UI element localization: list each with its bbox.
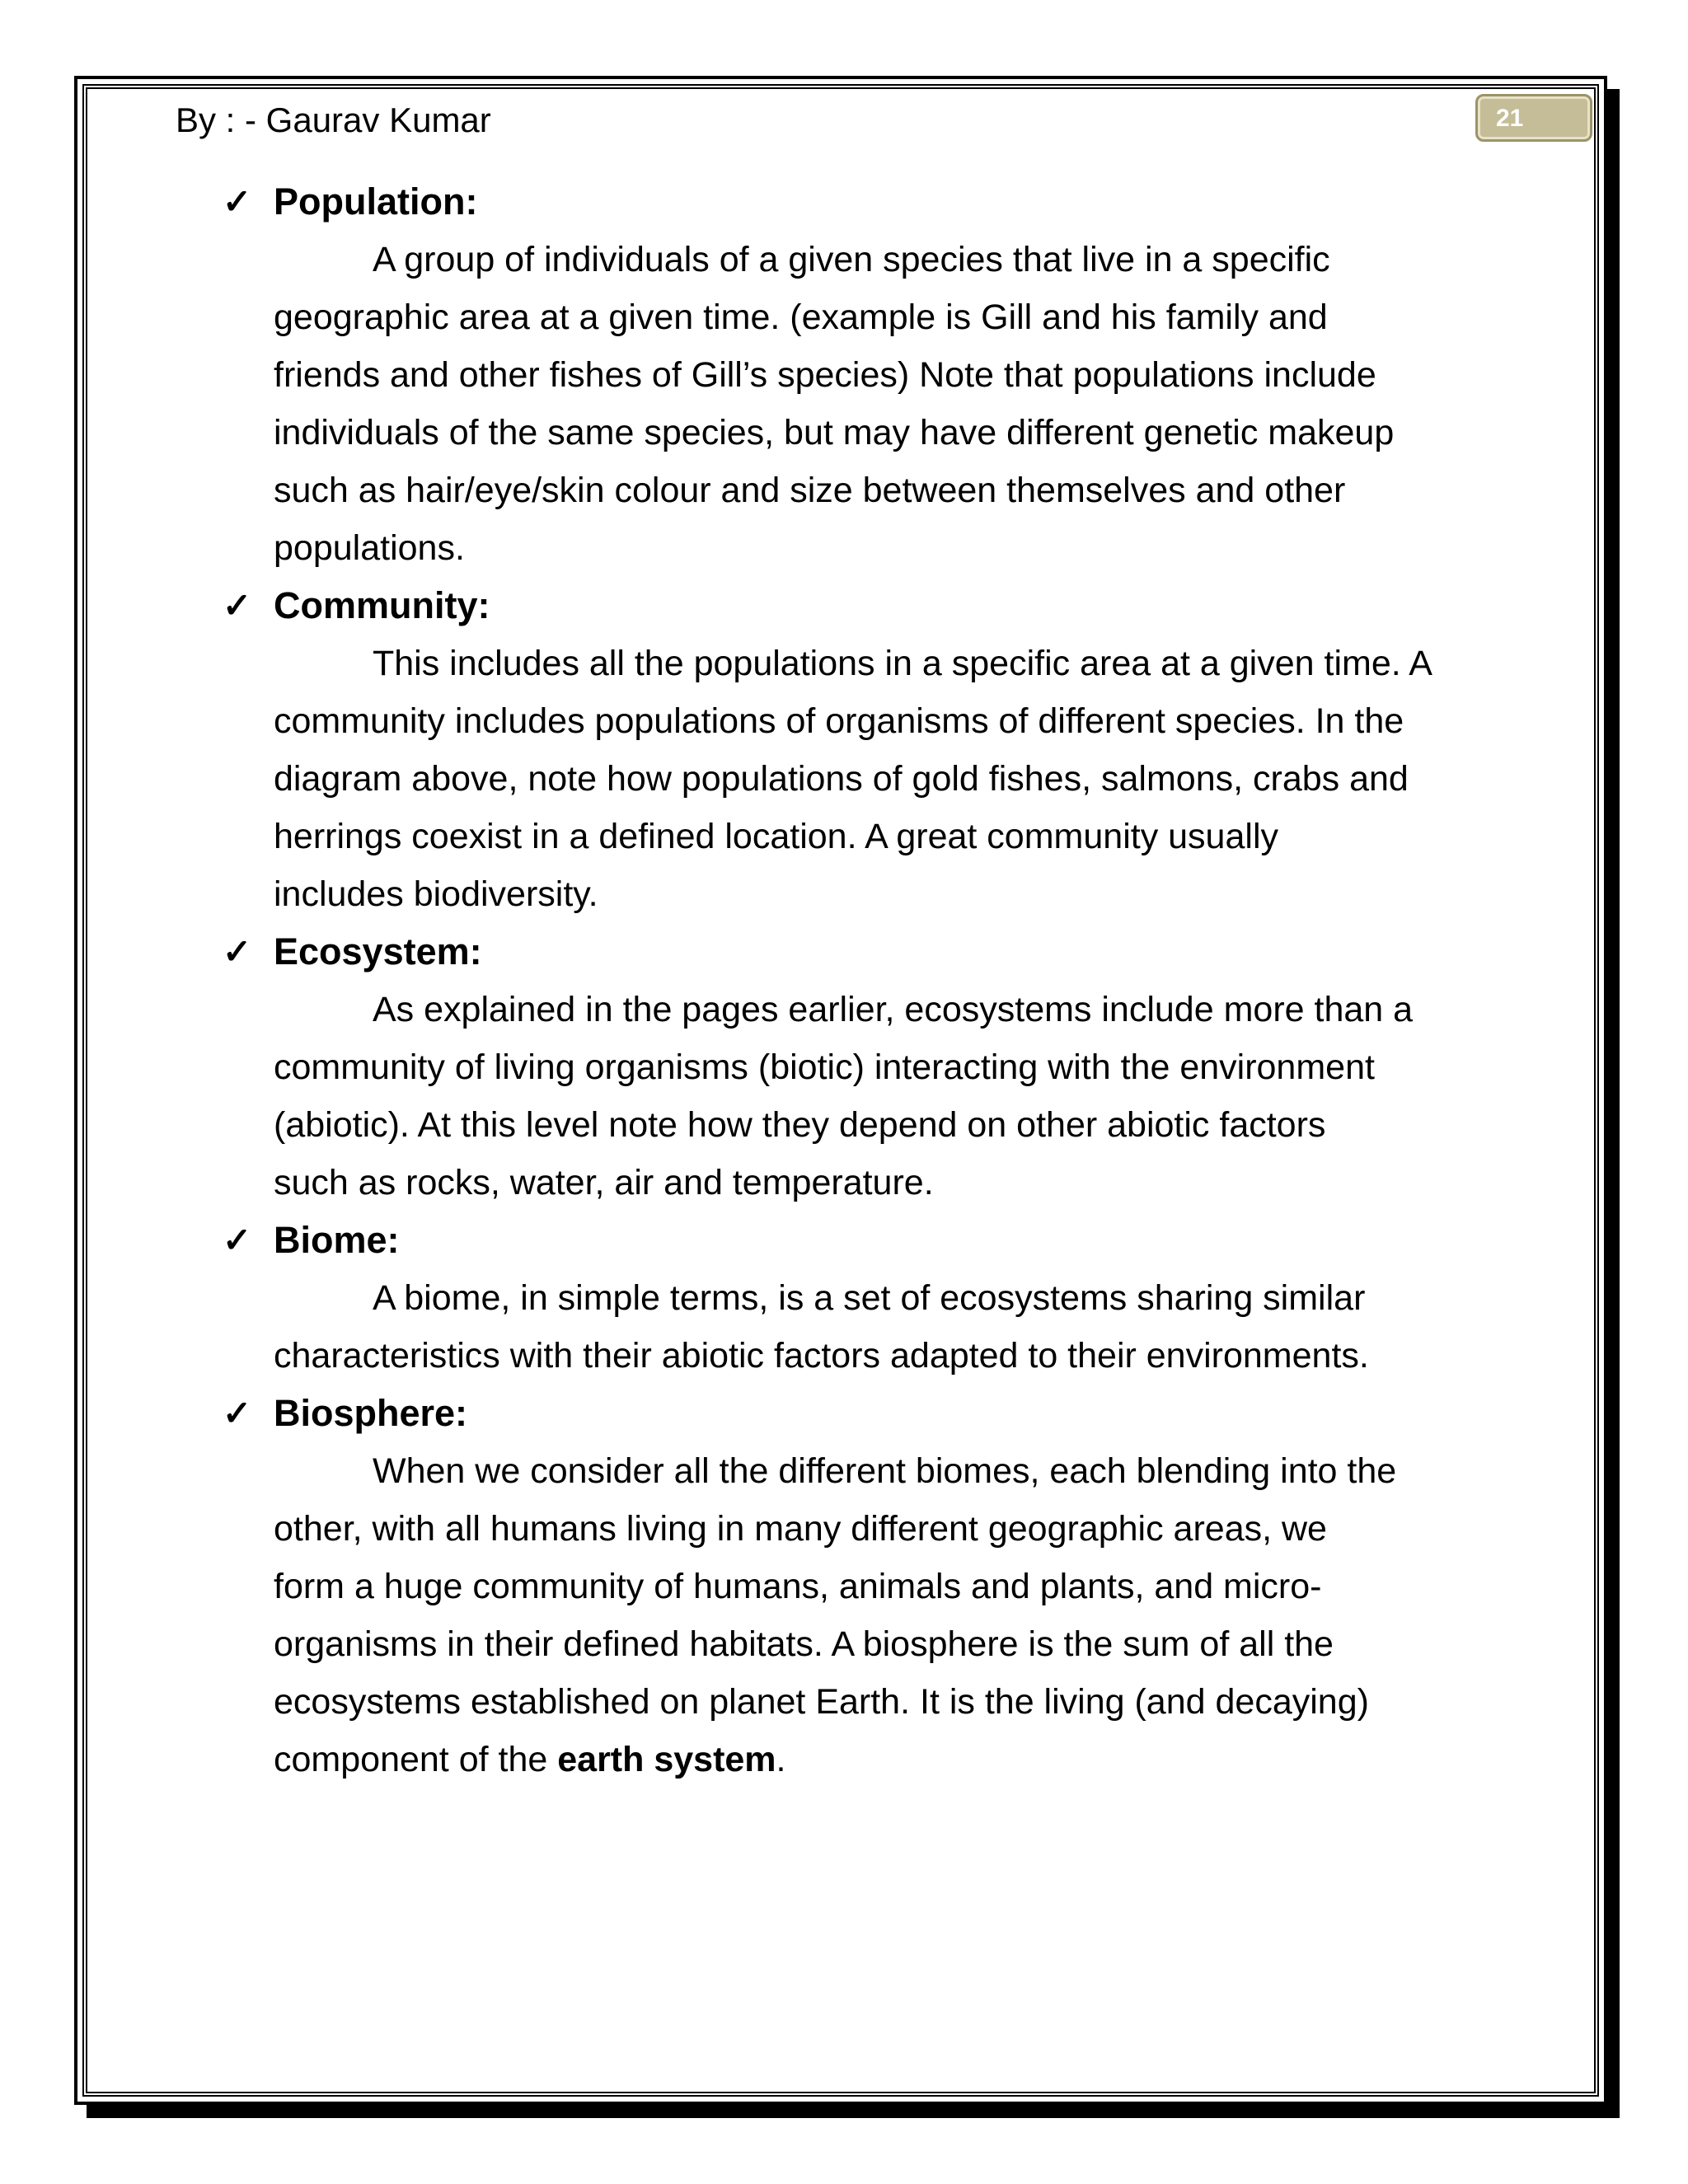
section-title: Population: (274, 180, 478, 223)
paragraph-line: populations. (274, 528, 465, 568)
section-title: Biome: (274, 1219, 400, 1261)
document-body (223, 173, 1508, 1788)
paragraph-line: ecosystems established on planet Earth. It is the living (and decaying) (274, 1682, 1369, 1722)
section-heading-population (223, 173, 1508, 231)
section-title: Ecosystem: (274, 930, 482, 972)
paragraph-line: As explained in the pages earlier, ecosystems include more than a (373, 990, 1414, 1029)
section-paragraph-biome (274, 1269, 1508, 1385)
section-paragraph-ecosystem (274, 981, 1508, 1212)
paragraph-line: community includes populations of organisms of different species. In the (274, 701, 1404, 741)
paragraph-line: characteristics with their abiotic factors adapted to their environments. (274, 1336, 1369, 1376)
section-paragraph-population (274, 231, 1508, 577)
paragraph-line: such as hair/eye/skin colour and size between themselves and other (274, 471, 1346, 510)
section-paragraph-community (274, 635, 1508, 923)
paragraph-line: herrings coexist in a defined location. A great community usually (274, 817, 1278, 856)
paragraph-line: geographic area at a given time. (example is Gill and his family and (274, 298, 1328, 337)
section-heading-ecosystem (223, 923, 1508, 981)
bold-term: earth system (557, 1740, 776, 1779)
paragraph-line: friends and other fishes of Gill’s species) Note that populations include (274, 355, 1376, 395)
paragraph-line: This includes all the populations in a specific area at a given time. A (373, 644, 1432, 683)
paragraph-line: diagram above, note how populations of gold fishes, salmons, crabs and (274, 759, 1409, 799)
paragraph-line: A group of individuals of a given species that live in a specific (373, 240, 1330, 279)
section-heading-community (223, 577, 1508, 635)
text-run: . (776, 1740, 786, 1779)
paragraph-line: includes biodiversity. (274, 874, 598, 914)
checkmark-icon: ✓ (223, 1221, 252, 1259)
paragraph-line: A biome, in simple terms, is a set of ecosystems sharing similar (373, 1278, 1366, 1318)
paragraph-line: form a huge community of humans, animals and plants, and micro- (274, 1567, 1322, 1606)
paragraph-line: (abiotic). At this level note how they depend on other abiotic factors (274, 1105, 1326, 1145)
author-header: By : - Gaurav Kumar (176, 101, 491, 139)
paragraph-line: other, with all humans living in many different geographic areas, we (274, 1509, 1327, 1549)
section-paragraph-biosphere (274, 1442, 1508, 1788)
section-title: Community: (274, 584, 490, 626)
paragraph-line: organisms in their defined habitats. A biosphere is the sum of all the (274, 1624, 1334, 1664)
paragraph-line-last (274, 1731, 1508, 1788)
checkmark-icon: ✓ (223, 182, 252, 221)
checkmark-icon: ✓ (223, 586, 252, 625)
paragraph-line: individuals of the same species, but may have different genetic makeup (274, 413, 1395, 452)
paragraph-line: community of living organisms (biotic) interacting with the environment (274, 1047, 1375, 1087)
text-run: component of the (274, 1740, 558, 1779)
page-number-badge (1475, 94, 1592, 142)
section-heading-biome (223, 1212, 1508, 1269)
paragraph-line: When we consider all the different biomes, each blending into the (373, 1451, 1397, 1491)
section-heading-biosphere (223, 1385, 1508, 1442)
checkmark-icon: ✓ (223, 1394, 252, 1432)
checkmark-icon: ✓ (223, 932, 252, 971)
page-number: 21 (1496, 105, 1524, 132)
paragraph-line: such as rocks, water, air and temperature. (274, 1163, 934, 1202)
section-title: Biosphere: (274, 1392, 468, 1434)
